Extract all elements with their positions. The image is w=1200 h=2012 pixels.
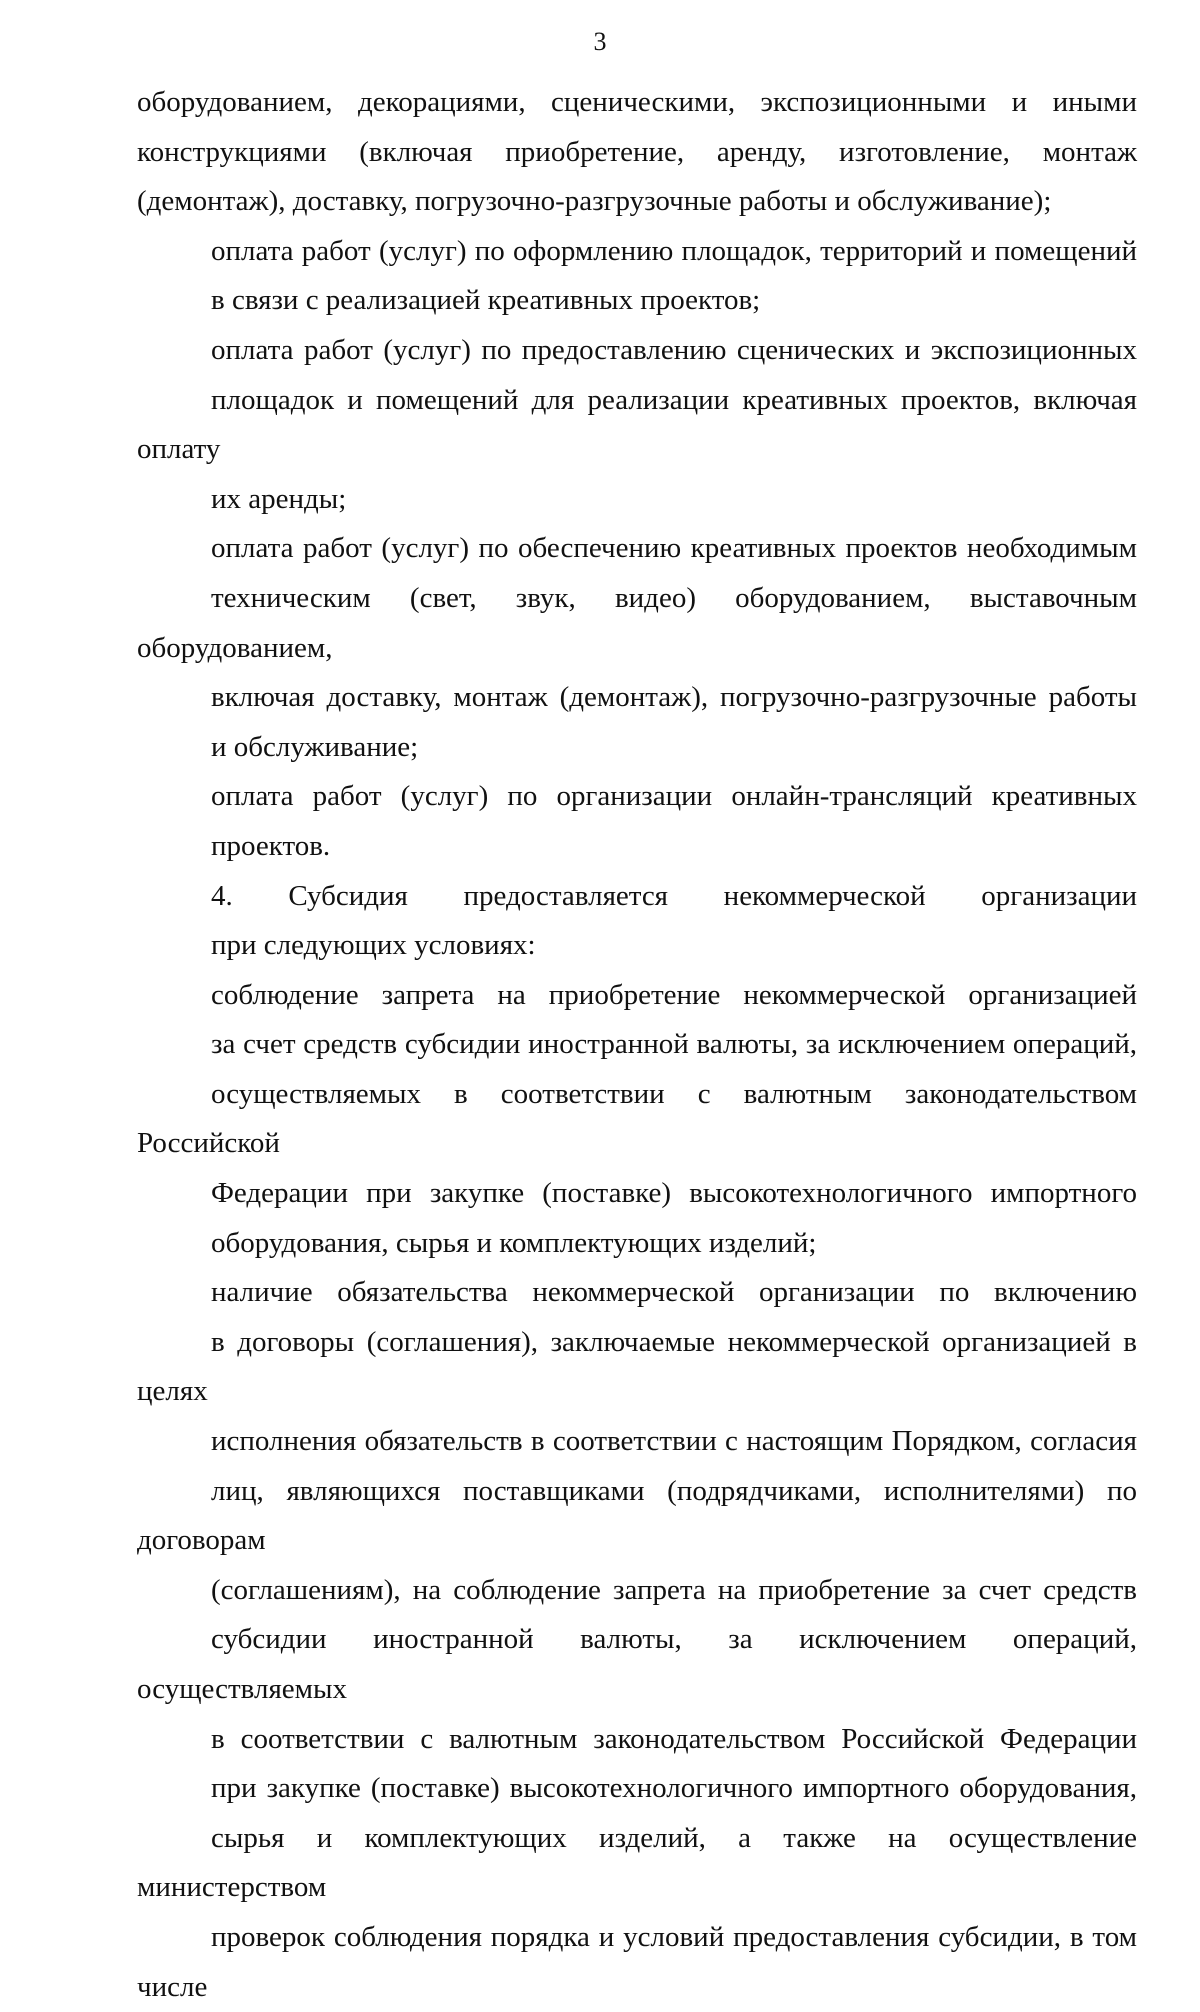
text-line: площадок и помещений для реализации креативных проектов, включая оплату bbox=[137, 383, 1137, 466]
paragraph bbox=[137, 971, 1137, 1269]
text-line: при закупке (поставке) высокотехнологичного импортного оборудования, bbox=[211, 1772, 1137, 1805]
text-line: в соответствии с валютным законодательством Российской Федерации bbox=[211, 1722, 1137, 1755]
text-line: наличие обязательства некоммерческой организации по включению bbox=[211, 1276, 1137, 1309]
text-line: их аренды; bbox=[211, 482, 347, 515]
text-line: оплата работ (услуг) по предоставлению сценических и экспозиционных bbox=[211, 333, 1137, 366]
text-line: при следующих условиях: bbox=[211, 929, 536, 962]
text-line: и обслуживание; bbox=[211, 730, 419, 763]
paragraph bbox=[137, 872, 1137, 971]
text-line: исполнения обязательств в соответствии с настоящим Порядком, согласия bbox=[211, 1425, 1137, 1458]
text-line: соблюдение запрета на приобретение некоммерческой организацией bbox=[211, 978, 1137, 1011]
paragraph bbox=[137, 1268, 1137, 2012]
text-line: субсидии иностранной валюты, за исключением операций, осуществляемых bbox=[137, 1623, 1137, 1705]
text-line: (соглашениям), на соблюдение запрета на приобретение за счет средств bbox=[211, 1573, 1137, 1606]
text-line: оборудованием, декорациями, сценическими, экспозиционными и иными bbox=[137, 86, 1137, 118]
text-line: 4. Субсидия предоставляется некоммерческой организации bbox=[211, 879, 1137, 912]
paragraph bbox=[137, 78, 1137, 227]
paragraph bbox=[137, 772, 1137, 871]
text-line: конструкциями (включая приобретение, аренду, изготовление, монтаж bbox=[137, 135, 1137, 168]
text-line: оплата работ (услуг) по оформлению площадок, территорий и помещений bbox=[211, 234, 1137, 267]
text-line: техническим (свет, звук, видео) оборудованием, выставочным оборудованием, bbox=[137, 581, 1137, 664]
text-line: Федерации при закупке (поставке) высокотехнологичного импортного bbox=[211, 1177, 1137, 1210]
text-line: оплата работ (услуг) по организации онлайн-трансляций креативных bbox=[211, 780, 1137, 813]
text-line: включая доставку, монтаж (демонтаж), погрузочно-разгрузочные работы bbox=[211, 681, 1137, 714]
text-line: оплата работ (услуг) по обеспечению креативных проектов необходимым bbox=[211, 532, 1137, 565]
text-line: за счет средств субсидии иностранной валюты, за исключением операций, bbox=[211, 1028, 1137, 1061]
text-line: в договоры (соглашения), заключаемые некоммерческой организацией в целях bbox=[137, 1325, 1137, 1408]
paragraph bbox=[137, 524, 1137, 772]
text-line: оборудования, сырья и комплектующих изделий; bbox=[211, 1226, 817, 1259]
document-body bbox=[137, 78, 1137, 2012]
text-line: проверок соблюдения порядка и условий предоставления субсидии, в том числе bbox=[137, 1920, 1137, 2003]
text-line: лиц, являющихся поставщиками (подрядчиками, исполнителями) по договорам bbox=[137, 1474, 1137, 1557]
paragraph bbox=[137, 227, 1137, 326]
page-number: 3 bbox=[593, 27, 607, 56]
text-line: проектов. bbox=[211, 829, 331, 862]
text-line: сырья и комплектующих изделий, а также на осуществление министерством bbox=[137, 1821, 1137, 1904]
text-line: в связи с реализацией креативных проектов; bbox=[211, 284, 761, 317]
text-line: (демонтаж), доставку, погрузочно-разгрузочные работы и обслуживание); bbox=[137, 185, 1052, 218]
paragraph bbox=[137, 326, 1137, 524]
text-line: осуществляемых в соответствии с валютным законодательством Российской bbox=[137, 1077, 1137, 1160]
